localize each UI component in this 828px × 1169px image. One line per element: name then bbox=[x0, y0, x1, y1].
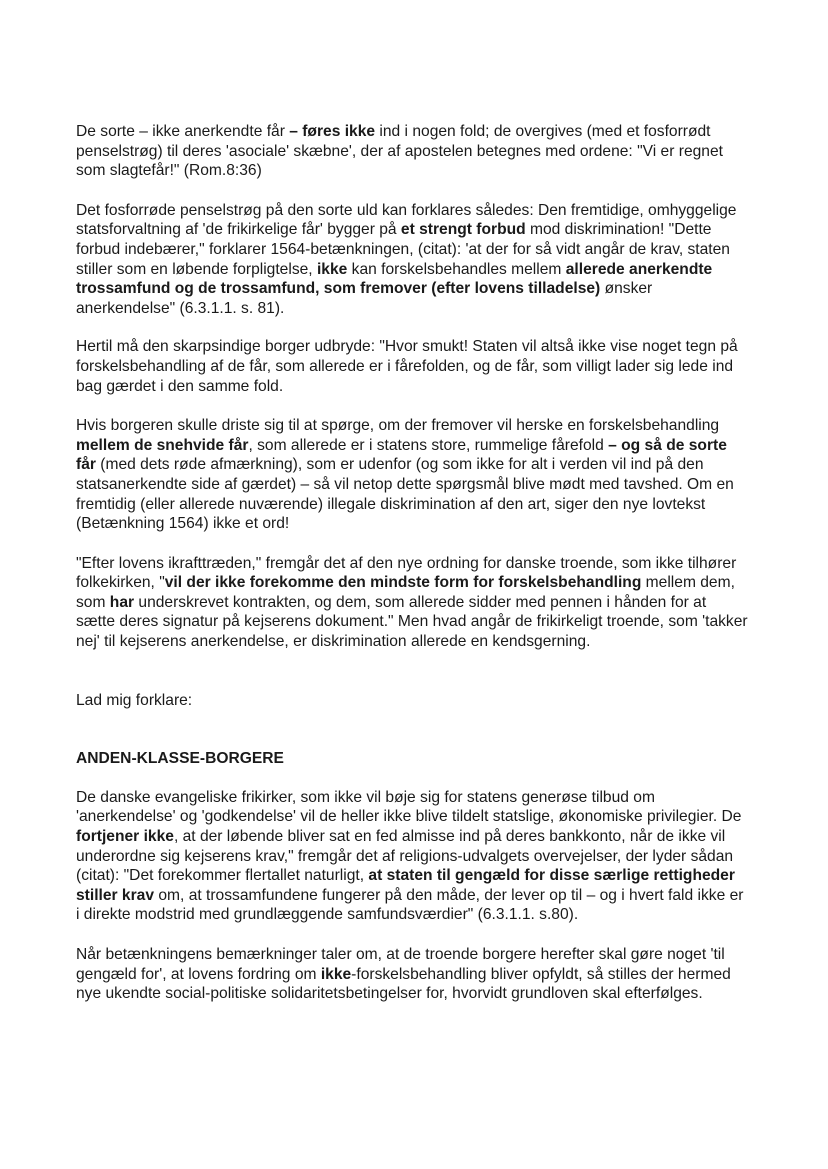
text-run: ind i nogen fold; de overgives (med et fosforrødt penselstrøg) til deres 'asociale' skæbne', der af apostelen betegnes med ordene: "Vi er regnet som slagtefår!" (Rom.8:36) bbox=[76, 123, 723, 180]
text-run: ANDEN-KLASSE-BORGERE bbox=[76, 750, 284, 768]
paragraph-1 bbox=[76, 122, 748, 181]
text-run: -forskelsbehandling bliver opfyldt, så stilles der hermed nye ukendte social-politiske solidaritetsbetingelser for, hvorvidt grundloven skal efterfølges. bbox=[76, 965, 731, 1003]
paragraph-5 bbox=[76, 554, 748, 652]
bold-text-run: – føres bbox=[289, 123, 345, 140]
text-run: mellem dem, som bbox=[76, 574, 735, 611]
paragraph-8 bbox=[76, 945, 748, 1004]
text-run: , som allerede er i statens store, rummelige fårefold bbox=[248, 436, 609, 454]
bold-text-run: har bbox=[109, 593, 135, 611]
bold-text-run: fortjener ikke bbox=[76, 828, 174, 846]
text-run: underskrevet kontrakten, og dem, som allerede sidder med pennen i hånden for at sætte deres signatur på kejserens dokument." Men hvad angår de frikirkeligt troende, som 'takker nej' til kejserens anerkendelse, er diskrimination allerede en kendsgerning. bbox=[76, 593, 748, 651]
paragraph-6 bbox=[76, 691, 748, 711]
bold-text-run: ikke bbox=[316, 260, 348, 278]
text-run: "Efter lovens ikrafttræden," fremgår det af den nye ordning for danske troende, som ikke tilhører folkekirken, " bbox=[76, 554, 737, 592]
paragraph-4 bbox=[76, 416, 748, 534]
text-run: ønsker anerkendelse" (6.3.1.1. s. 81). bbox=[76, 280, 653, 317]
text-run: Hertil må den skarpsindige borger udbryde: "Hvor smukt! Staten vil altså ikke vise noget tegn på forskelsbehandling af de får, som allerede er i fårefolden, og de får, som villigt lader sig lede ind bag gærdet i den samme fold. bbox=[76, 338, 738, 395]
text-run: Det fosforrøde penselstrøg på den sorte uld kan forklares således: Den fremtidige, omhyggelige statsforvaltning af 'de frikirkelige får' bygger på bbox=[76, 201, 737, 239]
bold-text-run: vil der ikke forekomme den mindste form for forskelsbehandling bbox=[164, 574, 642, 592]
bold-text-run: – og så de sorte får bbox=[76, 436, 727, 474]
text-run: , at der løbende bliver sat en fed almisse ind på deres bankkonto, når de ikke vil underordne sig kejserens krav," fremgår det af religions-udvalgets overvejelser, der lyder sådan (citat): "Det forekommer flertallet naturligt, bbox=[76, 828, 734, 885]
paragraph-2 bbox=[76, 201, 748, 319]
text-run: kan forskelsbehandles mellem bbox=[347, 260, 566, 278]
text-run: Lad mig forklare: bbox=[76, 691, 193, 709]
text-run: De danske evangeliske frikirker, som ikke vil bøje sig for statens generøse tilbud om 'anerkendelse' og 'godkendelse' vil de heller ikke blive tildelt statslige, økonomiske privilegier. De bbox=[76, 788, 742, 826]
document-body bbox=[76, 122, 748, 1004]
bold-text-run: allerede anerkendte trossamfund og de trossamfund, som fremover (efter lovens tilladelse) bbox=[76, 260, 713, 298]
section-heading bbox=[76, 749, 748, 769]
text-run: Når betænkningens bemærkninger taler om, at de troende borgere herefter skal gøre noget 'til gengæld for', at lovens fordring om bbox=[76, 946, 725, 983]
bold-text-run: et strengt forbud bbox=[400, 221, 526, 239]
text-run: Hvis borgeren skulle driste sig til at spørge, om der fremover vil herske en forskelsbehandling bbox=[76, 417, 720, 435]
text-run: De sorte – ikke anerkendte får bbox=[76, 123, 290, 140]
bold-text-run: ikke bbox=[320, 965, 352, 983]
bold-text-run: ikke bbox=[344, 123, 376, 140]
text-run: (med dets røde afmærkning), som er udenfor (og som ikke for alt i verden vil ind på den statsanerkendte side af gærdet) – så vil netop dette spørgsmål blive mødt med tavshed. Om en fremtidig (eller allerede nuværende) illegale diskrimination af den art, siger den nye lovtekst (Betænkning 1564) ikke et ord! bbox=[76, 456, 734, 533]
bold-text-run: mellem de snehvide får bbox=[76, 436, 249, 454]
paragraph-3 bbox=[76, 337, 748, 396]
text-run: mod diskrimination! "Dette forbud indebærer," forklarer 1564-betænkningen, (citat): 'at der for så vidt angår de krav, staten stiller som en løbende forpligtelse, bbox=[76, 221, 730, 278]
text-run: om, at trossamfundene fungerer på den måde, der lever op til – og i hvert fald ikke er i direkte modstrid med grundlæggende samfundsværdier" (6.3.1.1. s.80). bbox=[76, 886, 744, 924]
bold-text-run: at staten til gengæld for disse særlige rettigheder stiller krav bbox=[76, 867, 735, 904]
paragraph-7 bbox=[76, 788, 748, 925]
